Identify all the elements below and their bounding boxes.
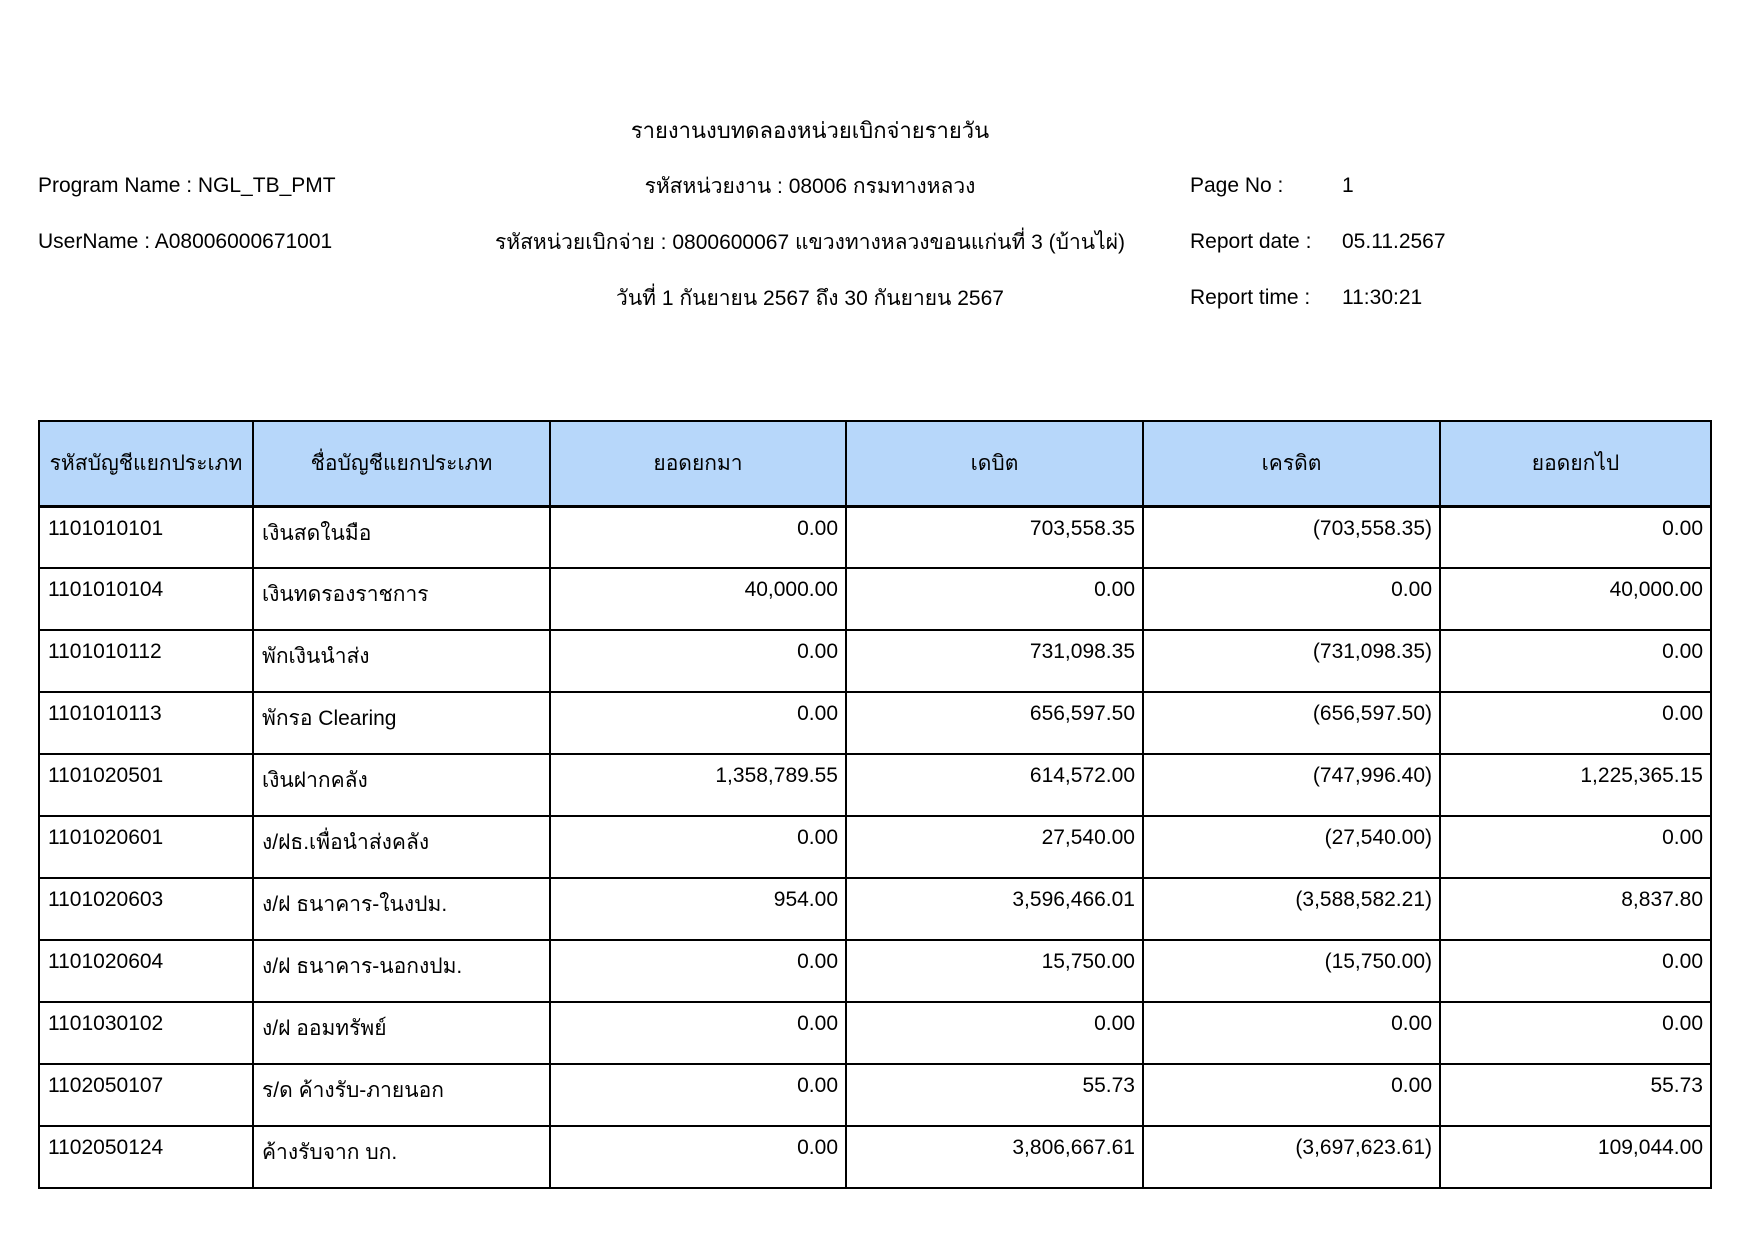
cell-debit: 55.73 <box>846 1064 1143 1126</box>
cell-account-code: 1101020501 <box>39 754 253 816</box>
cell-debit: 614,572.00 <box>846 754 1143 816</box>
cell-beginning-balance: 0.00 <box>550 1002 846 1064</box>
page-no-value: 1 <box>1342 174 1354 197</box>
cell-beginning-balance: 0.00 <box>550 940 846 1002</box>
cell-debit: 27,540.00 <box>846 816 1143 878</box>
table-row <box>39 754 1711 816</box>
cell-credit: (747,996.40) <box>1143 754 1440 816</box>
cell-beginning-balance: 0.00 <box>550 1064 846 1126</box>
cell-account-name: ร/ด ค้างรับ-ภายนอก <box>253 1064 550 1126</box>
agency-code: รหัสหน่วยงาน : 08006 กรมทางหลวง <box>644 174 976 198</box>
cell-ending-balance: 109,044.00 <box>1440 1126 1711 1188</box>
cell-beginning-balance: 40,000.00 <box>550 568 846 630</box>
cell-account-name: ง/ฝ ธนาคาร-นอกงปม. <box>253 940 550 1002</box>
username: UserName : A08006000671001 <box>38 230 333 253</box>
program-name: Program Name : NGL_TB_PMT <box>38 174 336 197</box>
col-header-account-code: รหัสบัญชีแยกประเภท <box>39 421 253 506</box>
table-row <box>39 1064 1711 1126</box>
col-header-beginning-balance: ยอดยกมา <box>550 421 846 506</box>
cell-account-code: 1101020603 <box>39 878 253 940</box>
trial-balance-table <box>38 420 1712 1189</box>
title-row <box>0 102 1755 158</box>
report-header <box>0 0 1755 326</box>
col-header-credit: เครดิต <box>1143 421 1440 506</box>
cell-beginning-balance: 0.00 <box>550 816 846 878</box>
cell-ending-balance: 0.00 <box>1440 692 1711 754</box>
cell-account-name: ค้างรับจาก บก. <box>253 1126 550 1188</box>
cell-beginning-balance: 0.00 <box>550 630 846 692</box>
cell-account-name: เงินทดรองราชการ <box>253 568 550 630</box>
col-header-account-name: ชื่อบัญชีแยกประเภท <box>253 421 550 506</box>
cell-debit: 0.00 <box>846 1002 1143 1064</box>
cell-ending-balance: 40,000.00 <box>1440 568 1711 630</box>
cell-credit: (3,588,582.21) <box>1143 878 1440 940</box>
cell-beginning-balance: 954.00 <box>550 878 846 940</box>
cell-account-name: ง/ฝ ธนาคาร-ในงปม. <box>253 878 550 940</box>
table-row <box>39 1126 1711 1188</box>
cell-account-code: 1101030102 <box>39 1002 253 1064</box>
cell-debit: 0.00 <box>846 568 1143 630</box>
cell-credit: (15,750.00) <box>1143 940 1440 1002</box>
cell-account-name: เงินฝากคลัง <box>253 754 550 816</box>
cell-account-code: 1101010101 <box>39 506 253 568</box>
cell-credit: (27,540.00) <box>1143 816 1440 878</box>
col-header-debit: เดบิต <box>846 421 1143 506</box>
cell-ending-balance: 0.00 <box>1440 940 1711 1002</box>
cell-debit: 703,558.35 <box>846 506 1143 568</box>
table-row <box>39 816 1711 878</box>
cell-account-name: เงินสดในมือ <box>253 506 550 568</box>
report-time-label: Report time : <box>1190 286 1311 309</box>
page-no-label: Page No : <box>1190 174 1284 197</box>
cell-account-code: 1101010104 <box>39 568 253 630</box>
cell-account-code: 1101010113 <box>39 692 253 754</box>
cell-credit: (731,098.35) <box>1143 630 1440 692</box>
cell-account-code: 1101020601 <box>39 816 253 878</box>
table-row <box>39 1002 1711 1064</box>
cell-credit: 0.00 <box>1143 1064 1440 1126</box>
cell-account-name: พักเงินนำส่ง <box>253 630 550 692</box>
cell-ending-balance: 8,837.80 <box>1440 878 1711 940</box>
header-row-2 <box>0 158 1755 214</box>
report-time-value: 11:30:21 <box>1342 286 1423 309</box>
cell-ending-balance: 0.00 <box>1440 630 1711 692</box>
cell-ending-balance: 0.00 <box>1440 506 1711 568</box>
table-header-row <box>39 421 1711 506</box>
cell-beginning-balance: 0.00 <box>550 506 846 568</box>
cell-debit: 731,098.35 <box>846 630 1143 692</box>
cell-credit: 0.00 <box>1143 568 1440 630</box>
cell-credit: (3,697,623.61) <box>1143 1126 1440 1188</box>
table-row <box>39 568 1711 630</box>
date-range: วันที่ 1 กันยายน 2567 ถึง 30 กันยายน 2567 <box>616 286 1004 310</box>
cell-debit: 656,597.50 <box>846 692 1143 754</box>
table-row <box>39 940 1711 1002</box>
table-row <box>39 692 1711 754</box>
cell-account-name: พักรอ Clearing <box>253 692 550 754</box>
cell-ending-balance: 1,225,365.15 <box>1440 754 1711 816</box>
cell-beginning-balance: 0.00 <box>550 1126 846 1188</box>
cell-credit: 0.00 <box>1143 1002 1440 1064</box>
page-title: รายงานงบทดลองหน่วยเบิกจ่ายรายวัน <box>630 117 990 143</box>
cell-account-code: 1101020604 <box>39 940 253 1002</box>
cell-ending-balance: 0.00 <box>1440 816 1711 878</box>
cell-ending-balance: 0.00 <box>1440 1002 1711 1064</box>
cell-debit: 3,596,466.01 <box>846 878 1143 940</box>
cell-beginning-balance: 0.00 <box>550 692 846 754</box>
cell-debit: 3,806,667.61 <box>846 1126 1143 1188</box>
cell-ending-balance: 55.73 <box>1440 1064 1711 1126</box>
cell-debit: 15,750.00 <box>846 940 1143 1002</box>
table-row <box>39 630 1711 692</box>
cell-account-code: 1102050107 <box>39 1064 253 1126</box>
cell-account-name: ง/ฝ ออมทรัพย์ <box>253 1002 550 1064</box>
report-date-label: Report date : <box>1190 230 1312 253</box>
report-date-value: 05.11.2567 <box>1342 230 1446 253</box>
cell-credit: (656,597.50) <box>1143 692 1440 754</box>
cell-account-code: 1101010112 <box>39 630 253 692</box>
cell-beginning-balance: 1,358,789.55 <box>550 754 846 816</box>
col-header-ending-balance: ยอดยกไป <box>1440 421 1711 506</box>
header-row-4 <box>0 270 1755 326</box>
table-row <box>39 878 1711 940</box>
header-row-3 <box>0 214 1755 270</box>
disbursement-unit-code: รหัสหน่วยเบิกจ่าย : 0800600067 แขวงทางหลวงขอนแก่นที่ 3 (บ้านไผ่) <box>494 230 1126 254</box>
cell-account-name: ง/ฝธ.เพื่อนำส่งคลัง <box>253 816 550 878</box>
cell-credit: (703,558.35) <box>1143 506 1440 568</box>
table-row <box>39 506 1711 568</box>
cell-account-code: 1102050124 <box>39 1126 253 1188</box>
